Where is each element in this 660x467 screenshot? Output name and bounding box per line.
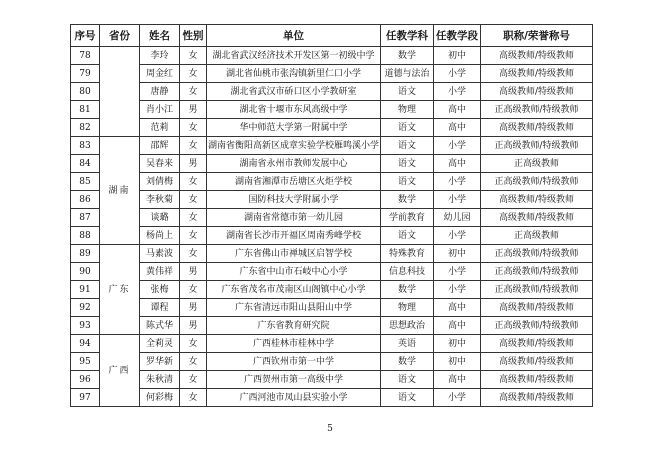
cell-name: 全莉灵 xyxy=(140,335,180,353)
cell-seq: 84 xyxy=(71,155,100,173)
cell-province: 广西 xyxy=(100,335,140,407)
cell-seq: 80 xyxy=(71,83,100,101)
cell-stage: 高中 xyxy=(434,317,481,335)
cell-subject: 特殊教育 xyxy=(381,245,434,263)
header-name: 姓名 xyxy=(140,25,180,47)
cell-title: 高级教师/特级教师 xyxy=(481,83,593,101)
cell-name: 唐静 xyxy=(140,83,180,101)
cell-stage: 高中 xyxy=(434,299,481,317)
cell-title: 正高级教师/特级教师 xyxy=(481,137,593,155)
cell-stage: 高中 xyxy=(434,101,481,119)
cell-province: 广东 xyxy=(100,245,140,335)
cell-gender: 女 xyxy=(180,281,207,299)
cell-seq: 87 xyxy=(71,209,100,227)
cell-seq: 97 xyxy=(71,389,100,407)
cell-title: 正高级教师/特级教师 xyxy=(481,317,593,335)
table-row xyxy=(71,389,593,407)
cell-gender: 女 xyxy=(180,371,207,389)
cell-subject: 语文 xyxy=(381,389,434,407)
cell-seq: 95 xyxy=(71,353,100,371)
cell-gender: 女 xyxy=(180,245,207,263)
cell-name: 何彩梅 xyxy=(140,389,180,407)
cell-seq: 85 xyxy=(71,173,100,191)
cell-gender: 女 xyxy=(180,227,207,245)
cell-stage: 高中 xyxy=(434,119,481,137)
cell-stage: 小学 xyxy=(434,83,481,101)
cell-name: 谭程 xyxy=(140,299,180,317)
cell-seq: 79 xyxy=(71,65,100,83)
cell-name: 陈式华 xyxy=(140,317,180,335)
cell-seq: 90 xyxy=(71,263,100,281)
cell-gender: 女 xyxy=(180,209,207,227)
cell-gender: 男 xyxy=(180,317,207,335)
cell-title: 高级教师/特级教师 xyxy=(481,335,593,353)
cell-stage: 小学 xyxy=(434,65,481,83)
cell-seq: 82 xyxy=(71,119,100,137)
cell-seq: 83 xyxy=(71,137,100,155)
cell-unit: 湖北省十堰市东风高级中学 xyxy=(207,101,381,119)
table-row xyxy=(71,317,593,335)
cell-name: 周金红 xyxy=(140,65,180,83)
cell-title: 正高级教师 xyxy=(481,227,593,245)
header-unit: 单位 xyxy=(207,25,381,47)
cell-seq: 88 xyxy=(71,227,100,245)
cell-subject: 思想政治 xyxy=(381,317,434,335)
cell-name: 范莉 xyxy=(140,119,180,137)
cell-gender: 女 xyxy=(180,191,207,209)
cell-subject: 物理 xyxy=(381,299,434,317)
cell-unit: 广西桂林市桂林中学 xyxy=(207,335,381,353)
header-gender: 性别 xyxy=(180,25,207,47)
cell-seq: 91 xyxy=(71,281,100,299)
cell-stage: 初中 xyxy=(434,353,481,371)
cell-seq: 94 xyxy=(71,335,100,353)
table-row xyxy=(71,155,593,173)
cell-title: 高级教师/特级教师 xyxy=(481,191,593,209)
table-row xyxy=(71,245,593,263)
cell-seq: 92 xyxy=(71,299,100,317)
cell-name: 黄伟祥 xyxy=(140,263,180,281)
cell-gender: 女 xyxy=(180,47,207,65)
cell-name: 肖小江 xyxy=(140,101,180,119)
cell-name: 李玲 xyxy=(140,47,180,65)
header-subject: 任教学科 xyxy=(381,25,434,47)
cell-name: 谈璐 xyxy=(140,209,180,227)
table-row xyxy=(71,263,593,281)
table-body xyxy=(71,47,593,407)
cell-unit: 湖北省仙桃市张沟镇新里仁口小学 xyxy=(207,65,381,83)
cell-subject: 道德与法治 xyxy=(381,65,434,83)
cell-unit: 湖北省武汉经济技术开发区第一初级中学 xyxy=(207,47,381,65)
cell-province: 湖南 xyxy=(100,137,140,245)
cell-stage: 小学 xyxy=(434,389,481,407)
cell-title: 正高级教师/特级教师 xyxy=(481,101,593,119)
table-row xyxy=(71,47,593,65)
cell-unit: 广东省教育研究院 xyxy=(207,317,381,335)
table-row xyxy=(71,281,593,299)
cell-title: 正高级教师 xyxy=(481,155,593,173)
cell-subject: 数学 xyxy=(381,47,434,65)
cell-name: 张梅 xyxy=(140,281,180,299)
cell-title: 正高级教师/特级教师 xyxy=(481,173,593,191)
cell-subject: 数学 xyxy=(381,191,434,209)
cell-unit: 广东省茂名市茂南区山阁镇中心小学 xyxy=(207,281,381,299)
cell-unit: 湖北省武汉市硚口区小学教研室 xyxy=(207,83,381,101)
cell-seq: 93 xyxy=(71,317,100,335)
cell-name: 罗华新 xyxy=(140,353,180,371)
cell-title: 高级教师/特级教师 xyxy=(481,65,593,83)
cell-unit: 湖南省常德市第一幼儿园 xyxy=(207,209,381,227)
table-row xyxy=(71,335,593,353)
cell-gender: 男 xyxy=(180,155,207,173)
cell-stage: 小学 xyxy=(434,281,481,299)
cell-subject: 数学 xyxy=(381,353,434,371)
cell-unit: 广西贺州市第一高级中学 xyxy=(207,371,381,389)
table-row xyxy=(71,83,593,101)
cell-unit: 湖南省长沙市开福区周南秀峰学校 xyxy=(207,227,381,245)
cell-gender: 女 xyxy=(180,389,207,407)
cell-stage: 小学 xyxy=(434,191,481,209)
cell-province xyxy=(100,47,140,137)
cell-stage: 小学 xyxy=(434,137,481,155)
cell-subject: 数学 xyxy=(381,281,434,299)
cell-unit: 湖南省湘潭市岳塘区火炬学校 xyxy=(207,173,381,191)
cell-name: 邵辉 xyxy=(140,137,180,155)
cell-title: 高级教师/特级教师 xyxy=(481,389,593,407)
cell-title: 正高级教师/特级教师 xyxy=(481,263,593,281)
cell-gender: 男 xyxy=(180,101,207,119)
cell-subject: 语文 xyxy=(381,371,434,389)
cell-stage: 初中 xyxy=(434,47,481,65)
cell-gender: 男 xyxy=(180,299,207,317)
cell-title: 正高级教师/特级教师 xyxy=(481,281,593,299)
table-row xyxy=(71,119,593,137)
cell-subject: 信息科技 xyxy=(381,263,434,281)
cell-gender: 女 xyxy=(180,65,207,83)
cell-unit: 国防科技大学附属小学 xyxy=(207,191,381,209)
cell-unit: 广西河池市凤山县实验小学 xyxy=(207,389,381,407)
cell-seq: 86 xyxy=(71,191,100,209)
cell-name: 刘倩梅 xyxy=(140,173,180,191)
teacher-table xyxy=(70,24,593,407)
cell-unit: 广西钦州市第一中学 xyxy=(207,353,381,371)
cell-subject: 语文 xyxy=(381,83,434,101)
cell-unit: 华中师范大学第一附属中学 xyxy=(207,119,381,137)
cell-gender: 男 xyxy=(180,263,207,281)
cell-subject: 物理 xyxy=(381,101,434,119)
cell-unit: 广东省佛山市禅城区启智学校 xyxy=(207,245,381,263)
table-row xyxy=(71,65,593,83)
cell-title: 高级教师/特级教师 xyxy=(481,353,593,371)
cell-stage: 初中 xyxy=(434,335,481,353)
cell-seq: 96 xyxy=(71,371,100,389)
header-stage: 任教学段 xyxy=(434,25,481,47)
cell-stage: 幼儿园 xyxy=(434,209,481,227)
page-number: 5 xyxy=(327,424,333,434)
cell-stage: 初中 xyxy=(434,245,481,263)
cell-unit: 广东省清远市阳山县阳山中学 xyxy=(207,299,381,317)
cell-seq: 78 xyxy=(71,47,100,65)
cell-title: 正高级教师/特级教师 xyxy=(481,245,593,263)
table-row xyxy=(71,137,593,155)
table-row xyxy=(71,227,593,245)
cell-name: 朱秋清 xyxy=(140,371,180,389)
cell-gender: 女 xyxy=(180,173,207,191)
cell-subject: 语文 xyxy=(381,137,434,155)
cell-name: 李秋菊 xyxy=(140,191,180,209)
cell-stage: 小学 xyxy=(434,173,481,191)
cell-name: 马素波 xyxy=(140,245,180,263)
cell-title: 高级教师/特级教师 xyxy=(481,209,593,227)
cell-unit: 湖南省衡阳高新区成章实验学校雁鸣溪小学 xyxy=(207,137,381,155)
table-row xyxy=(71,101,593,119)
cell-unit: 广东省中山市石岐中心小学 xyxy=(207,263,381,281)
table-header-row xyxy=(71,25,593,47)
cell-subject: 语文 xyxy=(381,119,434,137)
cell-title: 高级教师/特级教师 xyxy=(481,47,593,65)
header-seq: 序号 xyxy=(71,25,100,47)
table-row xyxy=(71,353,593,371)
cell-unit: 湖南省永州市教师发展中心 xyxy=(207,155,381,173)
cell-stage: 小学 xyxy=(434,227,481,245)
cell-title: 高级教师/特级教师 xyxy=(481,371,593,389)
cell-title: 高级教师/特级教师 xyxy=(481,119,593,137)
header-title: 职称/荣誉称号 xyxy=(481,25,593,47)
table-row xyxy=(71,299,593,317)
cell-gender: 女 xyxy=(180,83,207,101)
cell-gender: 女 xyxy=(180,335,207,353)
table-row xyxy=(71,191,593,209)
table-row xyxy=(71,173,593,191)
cell-stage: 高中 xyxy=(434,155,481,173)
cell-name: 吴春来 xyxy=(140,155,180,173)
cell-subject: 语文 xyxy=(381,155,434,173)
cell-seq: 89 xyxy=(71,245,100,263)
table-row xyxy=(71,371,593,389)
cell-seq: 81 xyxy=(71,101,100,119)
cell-subject: 学前教育 xyxy=(381,209,434,227)
cell-title: 高级教师/特级教师 xyxy=(481,299,593,317)
cell-gender: 女 xyxy=(180,119,207,137)
cell-subject: 英语 xyxy=(381,335,434,353)
cell-subject: 语文 xyxy=(381,227,434,245)
cell-gender: 女 xyxy=(180,353,207,371)
cell-gender: 女 xyxy=(180,137,207,155)
cell-stage: 小学 xyxy=(434,263,481,281)
header-province: 省份 xyxy=(100,25,140,47)
cell-stage: 高中 xyxy=(434,371,481,389)
cell-name: 杨尚上 xyxy=(140,227,180,245)
cell-subject: 语文 xyxy=(381,173,434,191)
table-row xyxy=(71,209,593,227)
